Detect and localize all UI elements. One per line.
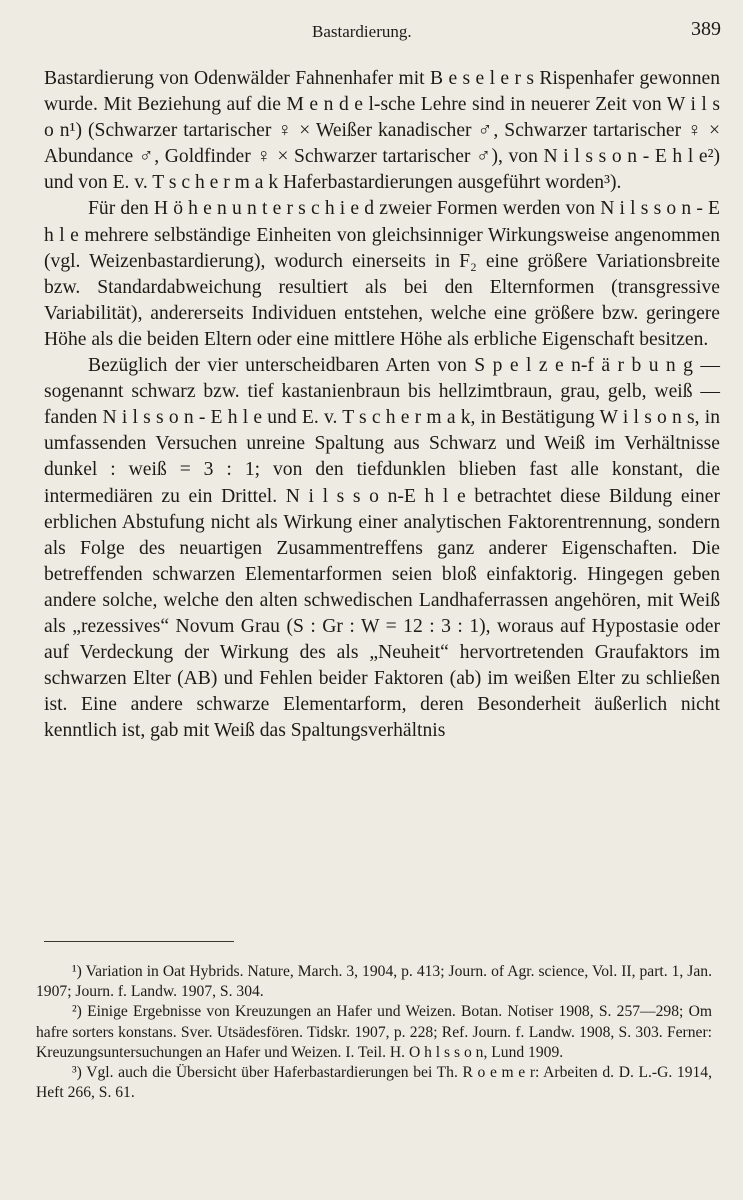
footnote-divider xyxy=(44,941,234,942)
running-head xyxy=(0,18,743,48)
footnote-1: ¹) Variation in Oat Hybrids. Nature, March. 3, 1904, p. 413; Journ. of Agr. science, Vol. II, part. 1, Jan. 1907; Journ. f. Landw. 1907, S. 304. xyxy=(36,963,712,1001)
running-title: Bastardierung. xyxy=(312,22,412,41)
footnote-2: ²) Einige Ergebnisse von Kreuzungen an Hafer und Weizen. Botan. Notiser 1908, S. 257—298; Om hafre sorters konstans. Sver. Utsädesfören. Tidskr. 1907, p. 228; Ref. Journ. f. Landw. 1908, S. 303. Ferner: Kreuzungsuntersuchungen an Hafer und Weizen. I. Teil. H. O h l s s o n, Lund 1909. xyxy=(36,1003,712,1061)
footnote-3: ³) Vgl. auch die Übersicht über Haferbastardierungen bei Th. R o e m e r: Arbeiten d. D. L.-G. 1914, Heft 266, S. 61. xyxy=(36,1064,712,1102)
paragraph-3: Bezüglich der vier unterscheidbaren Arten von S p e l z e n-f ä r b u n g — sogenannt schwarz bzw. tief kastanienbraun bis hellzimtbraun, grau, gelb, weiß — fanden N i l s s o n - E h l e und E. v. T s c h e r m a k, in Bestätigung W i l s o n s, in umfassenden Versuchen unreine Spaltung aus Schwarz und Weiß im Verhältnisse dunkel : weiß = 3 : 1; von den tiefdunklen blieben fast alle konstant, die intermediären zu ein Drittel. N i l s s o n-E h l e betrachtet diese Bildung einer erblichen Abstufung nicht als Wirkung einer analytischen Faktorentrennung, sondern als Folge des neuartigen Zusammentreffens ganz anderer Eigenschaften. Die betreffenden schwarzen Elementarformen seien bloß einfaktorig. Hingegen geben andere solche, welche den alten schwedischen Landhaferrassen angehören, mit Weiß als „rezessives“ Novum Grau (S : Gr : W = 12 : 3 : 1), woraus auf Hypostasie oder auf Verdeckung der Wirkung des als „Neuheit“ hervortretenden Graufaktors im schwarzen Elter (AB) und Fehlen beider Faktoren (ab) im weißen Elter zu schließen ist. Eine andere schwarze Elementarform, deren Besonderheit äußerlich nicht kenntlich ist, gab mit Weiß das Spaltungsverhältnis xyxy=(44,355,720,742)
page-number: 389 xyxy=(691,18,721,40)
paragraph-1: Bastardierung von Odenwälder Fahnenhafer mit B e s e l e r s Rispenhafer gewonnen wurde. Mit Beziehung auf die M e n d e l-sche Lehre sind in neuerer Zeit von W i l s o n¹) (Schwarzer tartarischer ♀ × Weißer kanadischer ♂, Schwarzer tartarischer ♀ × Abundance ♂, Goldfinder ♀ × Schwarzer tartarischer ♂), von N i l s s o n - E h l e²) und von E. v. T s c h e r m a k Haferbastardierungen ausgeführt worden³). xyxy=(44,68,720,194)
paragraph-2: Für den H ö h e n u n t e r s c h i e d zweier Formen werden von N i l s s o n - E h l e mehrere selbständige Einheiten von gleichsinniger Wirkungsweise angenommen (vgl. Weizenbastardierung), wodurch einerseits in F₂ eine größere Variationsbreite bzw. Standardabweichung resultiert als bei den Elternformen (transgressive Variabilität), andererseits Individuen entstehen, welche eine größere bzw. geringere Höhe als die beiden Eltern oder eine mittlere Höhe als erbliche Eigenschaft besitzen. xyxy=(44,198,720,350)
footnotes xyxy=(36,962,712,1103)
body-text xyxy=(44,66,720,744)
